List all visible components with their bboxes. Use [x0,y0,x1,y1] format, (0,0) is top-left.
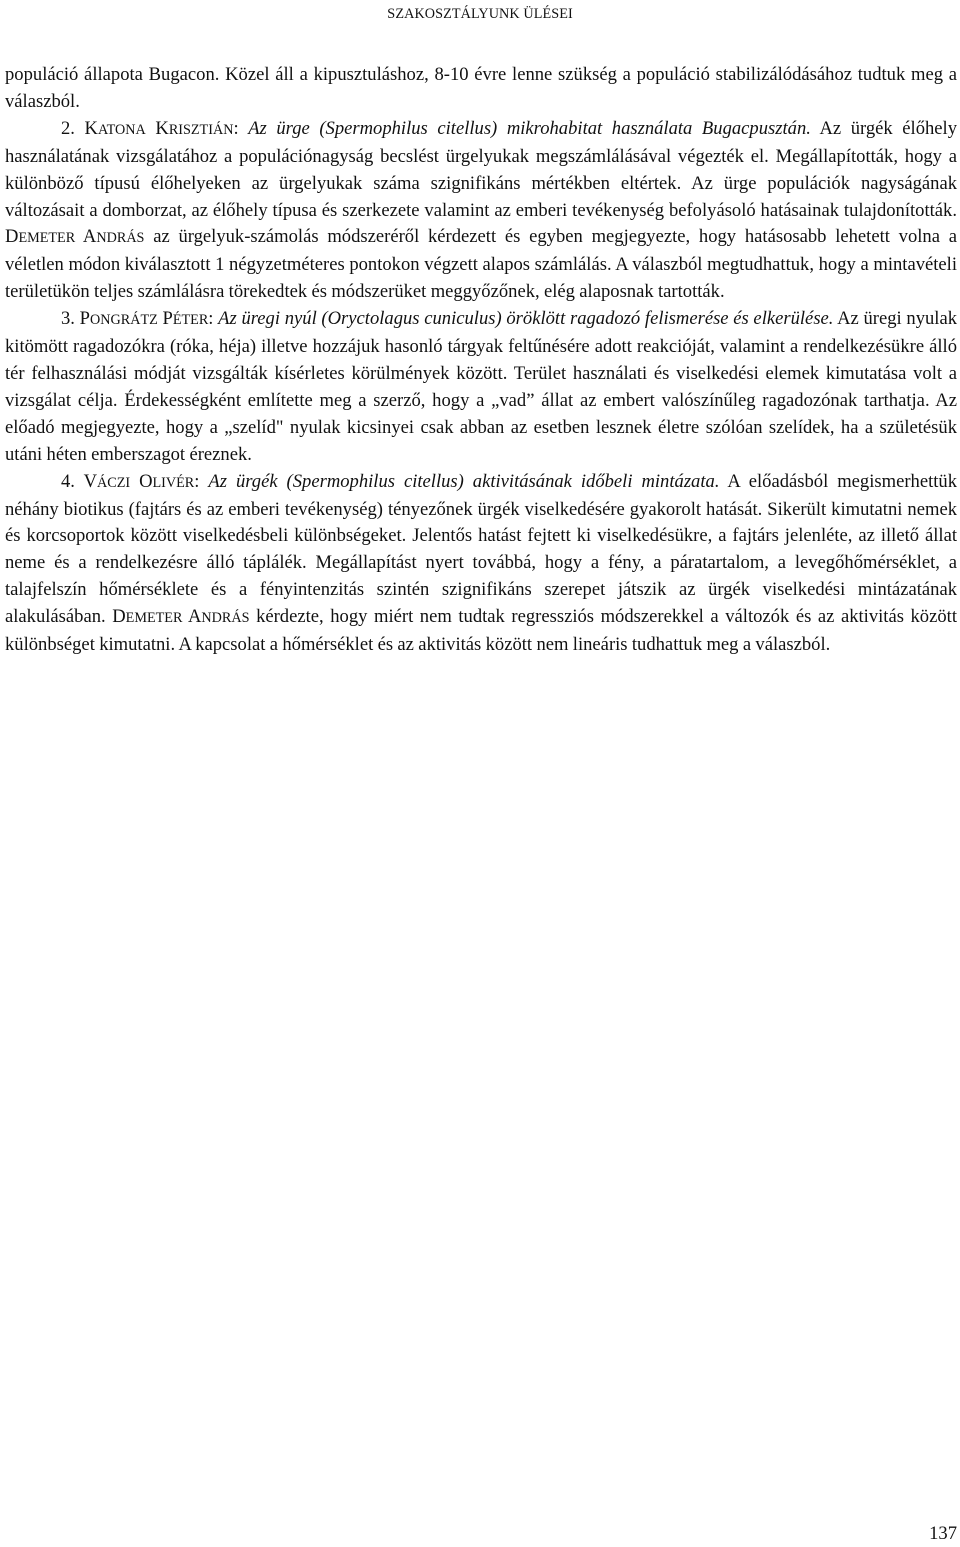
talk-title: Az üregi nyúl (Oryctolagus cuniculus) öröklött ragadozó felismerése és elkerülése. [218,308,834,330]
paragraph-1-text: populáció állapota Bugacon. Közel áll a kipusztuláshoz, 8-10 évre lenne szükség a populáció stabilizálódásához tudtuk meg a válaszból. [5,64,957,112]
author-first-rest: ÁCZI [97,474,131,491]
paragraph-1 [5,62,957,116]
paragraph-2-text-1: Az ürgék élőhely használatának vizsgálatához a populációnagyság becslést ürgelyukak megszámlálásával végezték el. Megállapították, hogy a különböző típusú élőhelyeken az ürgelyukak száma szignifikáns mértékben eltértek. Az ürge populációk nagyságának változásait a domborzat, az élőhely típusa és szerkezete valamint az emberi tevékenység befolyásoló hatásainak tulajdonították. [5,117,958,221]
discussant-last-initial: A [187,606,202,628]
paragraph-3-text: Az üregi nyulak kitömött ragadozókra (róka, héja) illetve hozzájuk hasonló tárgyak feltűnésére adott reakcióját, valamint a rendelkezésükre álló tér felhasználási módját vizsgálták kísérletes körülmények között. Terület használati és viselkedési elemek kimutatása volt a vizsgálat célja. Érdekességként említette meg a szerző, hogy a „vad” állat az embert valószínűleg ragadozónak tarthatja. Az előadó megjegyezte, hogy a „szelíd" nyulak kicsinyei csak abban az esetben lesznek életre szólóan szelídek, ha a születésük utáni héten emberszagot éreznek. [5,308,958,465]
author-first-initial: K [84,117,98,139]
discussant-first-initial: D [5,226,19,248]
author-last-rest: RISZTIÁN [168,121,234,138]
paragraph-4-text-2: kérdezte, hogy miért nem tudtak regressziós módszerekkel a változók és az aktivitás között különbséget kimutatni. A kapcsolat a hőmérséklet és az aktivitás között nem lineáris tudhattuk meg a válaszból. [5,606,957,656]
discussant-last-rest: NDRÁS [96,230,145,247]
talk-title: Az ürgék (Spermophilus citellus) aktivitásának időbeli mintázata. [208,470,720,492]
paragraph-3-number: 3. [61,308,80,330]
running-head-initial: S [387,6,396,22]
paragraph-4-text-1: A előadásból megismerhettük néhány biotikus (fajtárs és az emberi tevékenység) tényezőnek ürgék viselkedésére gyakorolt hatását. Sikerült kimutatni nemek és korcsoportok között viselkedésbeli különbségeket. Jelentős hatást fejtett ki viselkedésükre, a fajtárs jelenléte, az illető állat neme és a rendelkezésre álló táplálék. Megállapítást nyert továbbá, hogy a fény, a páratartalom, a levegőhőmérséklet, a talajfelszín hőmérséklete és a fényintenzitás szintén szignifikáns szerepet játszik az ürgék viselkedési mintázatának alakulásában. [5,470,957,628]
author-last-initial: P [162,308,173,330]
author-colon: : [194,470,209,492]
author-last-rest: LIVÉR [152,474,195,491]
author-colon: : [233,117,249,139]
author-first-initial: P [79,308,90,330]
paragraph-2-text-2: az ürgelyuk-számolás módszeréről kérdezett és egyben megjegyezte, hogy hatásosabb lehetett volna a véletlen módon kiválasztott 1 négyzetméteres pontokon végzett alapos számlálás. A válaszból megtudhattuk, hogy a mintavételi területükön teljes számlálásra törekedtek és módszerüket meggyőzőnek, elég alaposnak tartották. [5,226,957,303]
discussant-first-initial: D [112,606,126,628]
author-last-initial: O [139,470,153,492]
paragraph-4-number: 4. [61,470,84,492]
paragraph-3 [5,306,957,468]
paragraph-2 [5,116,957,306]
discussant-first-rest: EMETER [18,230,76,247]
paragraph-2-number: 2. [61,117,85,139]
author-last-rest: ÉTER [172,312,209,329]
author-first-rest: ONGRÁTZ [90,312,158,329]
discussant-last-rest: NDRÁS [201,610,250,627]
running-head-rest: ZAKOSZTÁLYUNK ÜLÉSEI [395,6,573,22]
discussant-first-rest: EMETER [125,610,183,627]
author-last-initial: K [155,117,169,139]
discussant-last-initial: A [82,226,97,248]
author-colon: : [208,308,219,330]
page-number: 137 [929,1523,957,1544]
talk-title: Az ürge (Spermophilus citellus) mikrohabitat használata Bugacpusztán. [248,117,811,139]
author-first-initial: V [83,470,97,492]
paragraph-4 [5,469,957,659]
body-text [5,62,957,659]
author-first-rest: ATONA [97,121,146,138]
running-head [0,6,960,23]
